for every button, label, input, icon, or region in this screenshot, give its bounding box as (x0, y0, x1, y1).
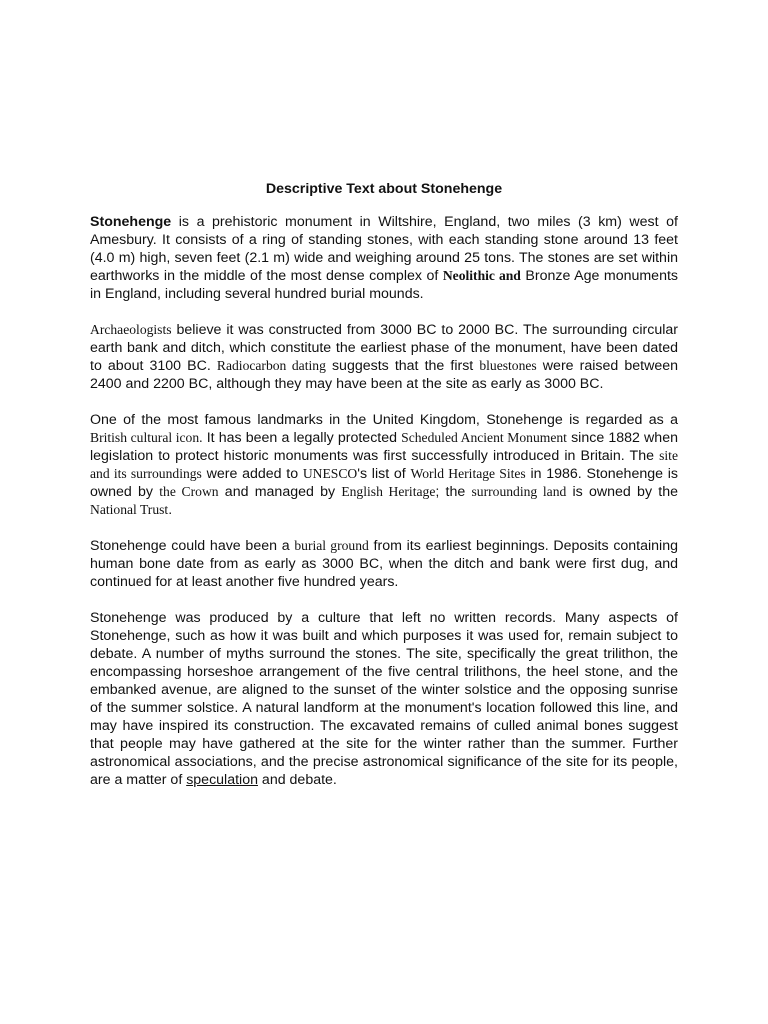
p4-text-a: Stonehenge could have been a (90, 538, 295, 554)
p3-text-h: ; the (435, 484, 472, 500)
p3-site-surroundings-term: site and its surroundings (90, 448, 678, 481)
p5-text-a: Stonehenge was produced by a culture that left no written records. Many aspects of Stonehenge, such as how it was built and which purposes it was used for, remain subject to debate. A number of myths surround the stones. The site, specifically the great trilithon, the encompassing horseshoe arrangement of the five central trilithons, the heel stone, and the embanked avenue, are aligned to the sunset of the winter solstice and the opposing sunrise of the summer solstice. A natural landform at the monument's location followed this line, and may have inspired its construction. The excavated remains of culled animal bones suggest that people may have gathered at the site for the winter rather than the summer. Further astronomical associations, and the precise astronomical significance of the site for its people, are a matter of (90, 610, 678, 788)
p3-cultural-icon-term: British cultural icon. (90, 430, 203, 445)
p3-unesco-term: UNESCO (302, 466, 358, 481)
paragraph-3 (90, 411, 678, 519)
p2-radiocarbon-term: Radiocarbon dating (216, 358, 326, 373)
p3-scheduled-monument-term: Scheduled Ancient Monument (401, 430, 567, 445)
p3-text-c: since 1882 when legislation to protect historic monuments was first successfully introduced in Britain. The (90, 430, 678, 464)
p3-text-g: and managed by (218, 484, 342, 500)
p3-text-d: were added to (201, 466, 303, 482)
p3-national-trust-term: National Trust (90, 502, 169, 517)
paragraph-2 (90, 321, 678, 393)
p4-text-b: from its earliest beginnings. Deposits containing human bone date from as early as 3000 BC, when the ditch and bank were first dug, and continued for at least another five hundred years. (90, 538, 678, 590)
p1-text-b: Bronze Age monuments in England, including several hundred burial mounds. (90, 268, 678, 302)
p3-crown-term: the Crown (159, 484, 219, 499)
p1-stonehenge-term: Stonehenge (90, 214, 172, 230)
document-title: Descriptive Text about Stonehenge (265, 181, 503, 197)
p3-text-a: One of the most famous landmarks in the United Kingdom, Stonehenge is regarded as a (90, 412, 678, 428)
document-page (90, 180, 678, 807)
p1-neolithic-term: Neolithic and (442, 268, 521, 283)
p1-text-a: is a prehistoric monument in Wiltshire, England, two miles (3 km) west of Amesbury. It consists of a ring of standing stones, with each standing stone around 13 feet (4.0 m) high, seven feet (2.1 m) wide and weighing around 25 tons. The stones are set within earthworks in the middle of the most dense complex of (90, 214, 678, 284)
p2-bluestones-term: bluestones (479, 358, 537, 373)
p3-text-e: 's list of (357, 466, 411, 482)
paragraph-1 (90, 213, 678, 303)
p3-surrounding-land-term: surrounding land (471, 484, 567, 499)
p2-text-b: suggests that the first (325, 358, 480, 374)
p3-english-heritage-term: English Heritage (341, 484, 436, 499)
p5-text-b: and debate. (257, 772, 337, 788)
p2-text-a: believe it was constructed from 3000 BC to 2000 BC. The surrounding circular earth bank and ditch, which constitute the earliest phase of the monument, have been dated to about 3100 BC. (90, 322, 678, 374)
paragraph-5 (90, 609, 678, 789)
paragraph-4 (90, 537, 678, 591)
p3-text-f: in 1986. Stonehenge is owned by (90, 466, 678, 500)
p3-text-j: . (168, 502, 173, 518)
p2-text-c: were raised between 2400 and 2200 BC, although they may have been at the site as early as 3000 BC. (90, 358, 679, 392)
p2-archaeologists-term: Archaeologists (90, 322, 172, 337)
p3-text-b: It has been a legally protected (202, 430, 402, 446)
p5-speculation-link[interactable]: speculation (186, 772, 258, 788)
p3-world-heritage-term: World Heritage Sites (410, 466, 526, 481)
p4-burial-ground-term: burial ground (294, 538, 369, 553)
p3-text-i: is owned by the (566, 484, 678, 500)
